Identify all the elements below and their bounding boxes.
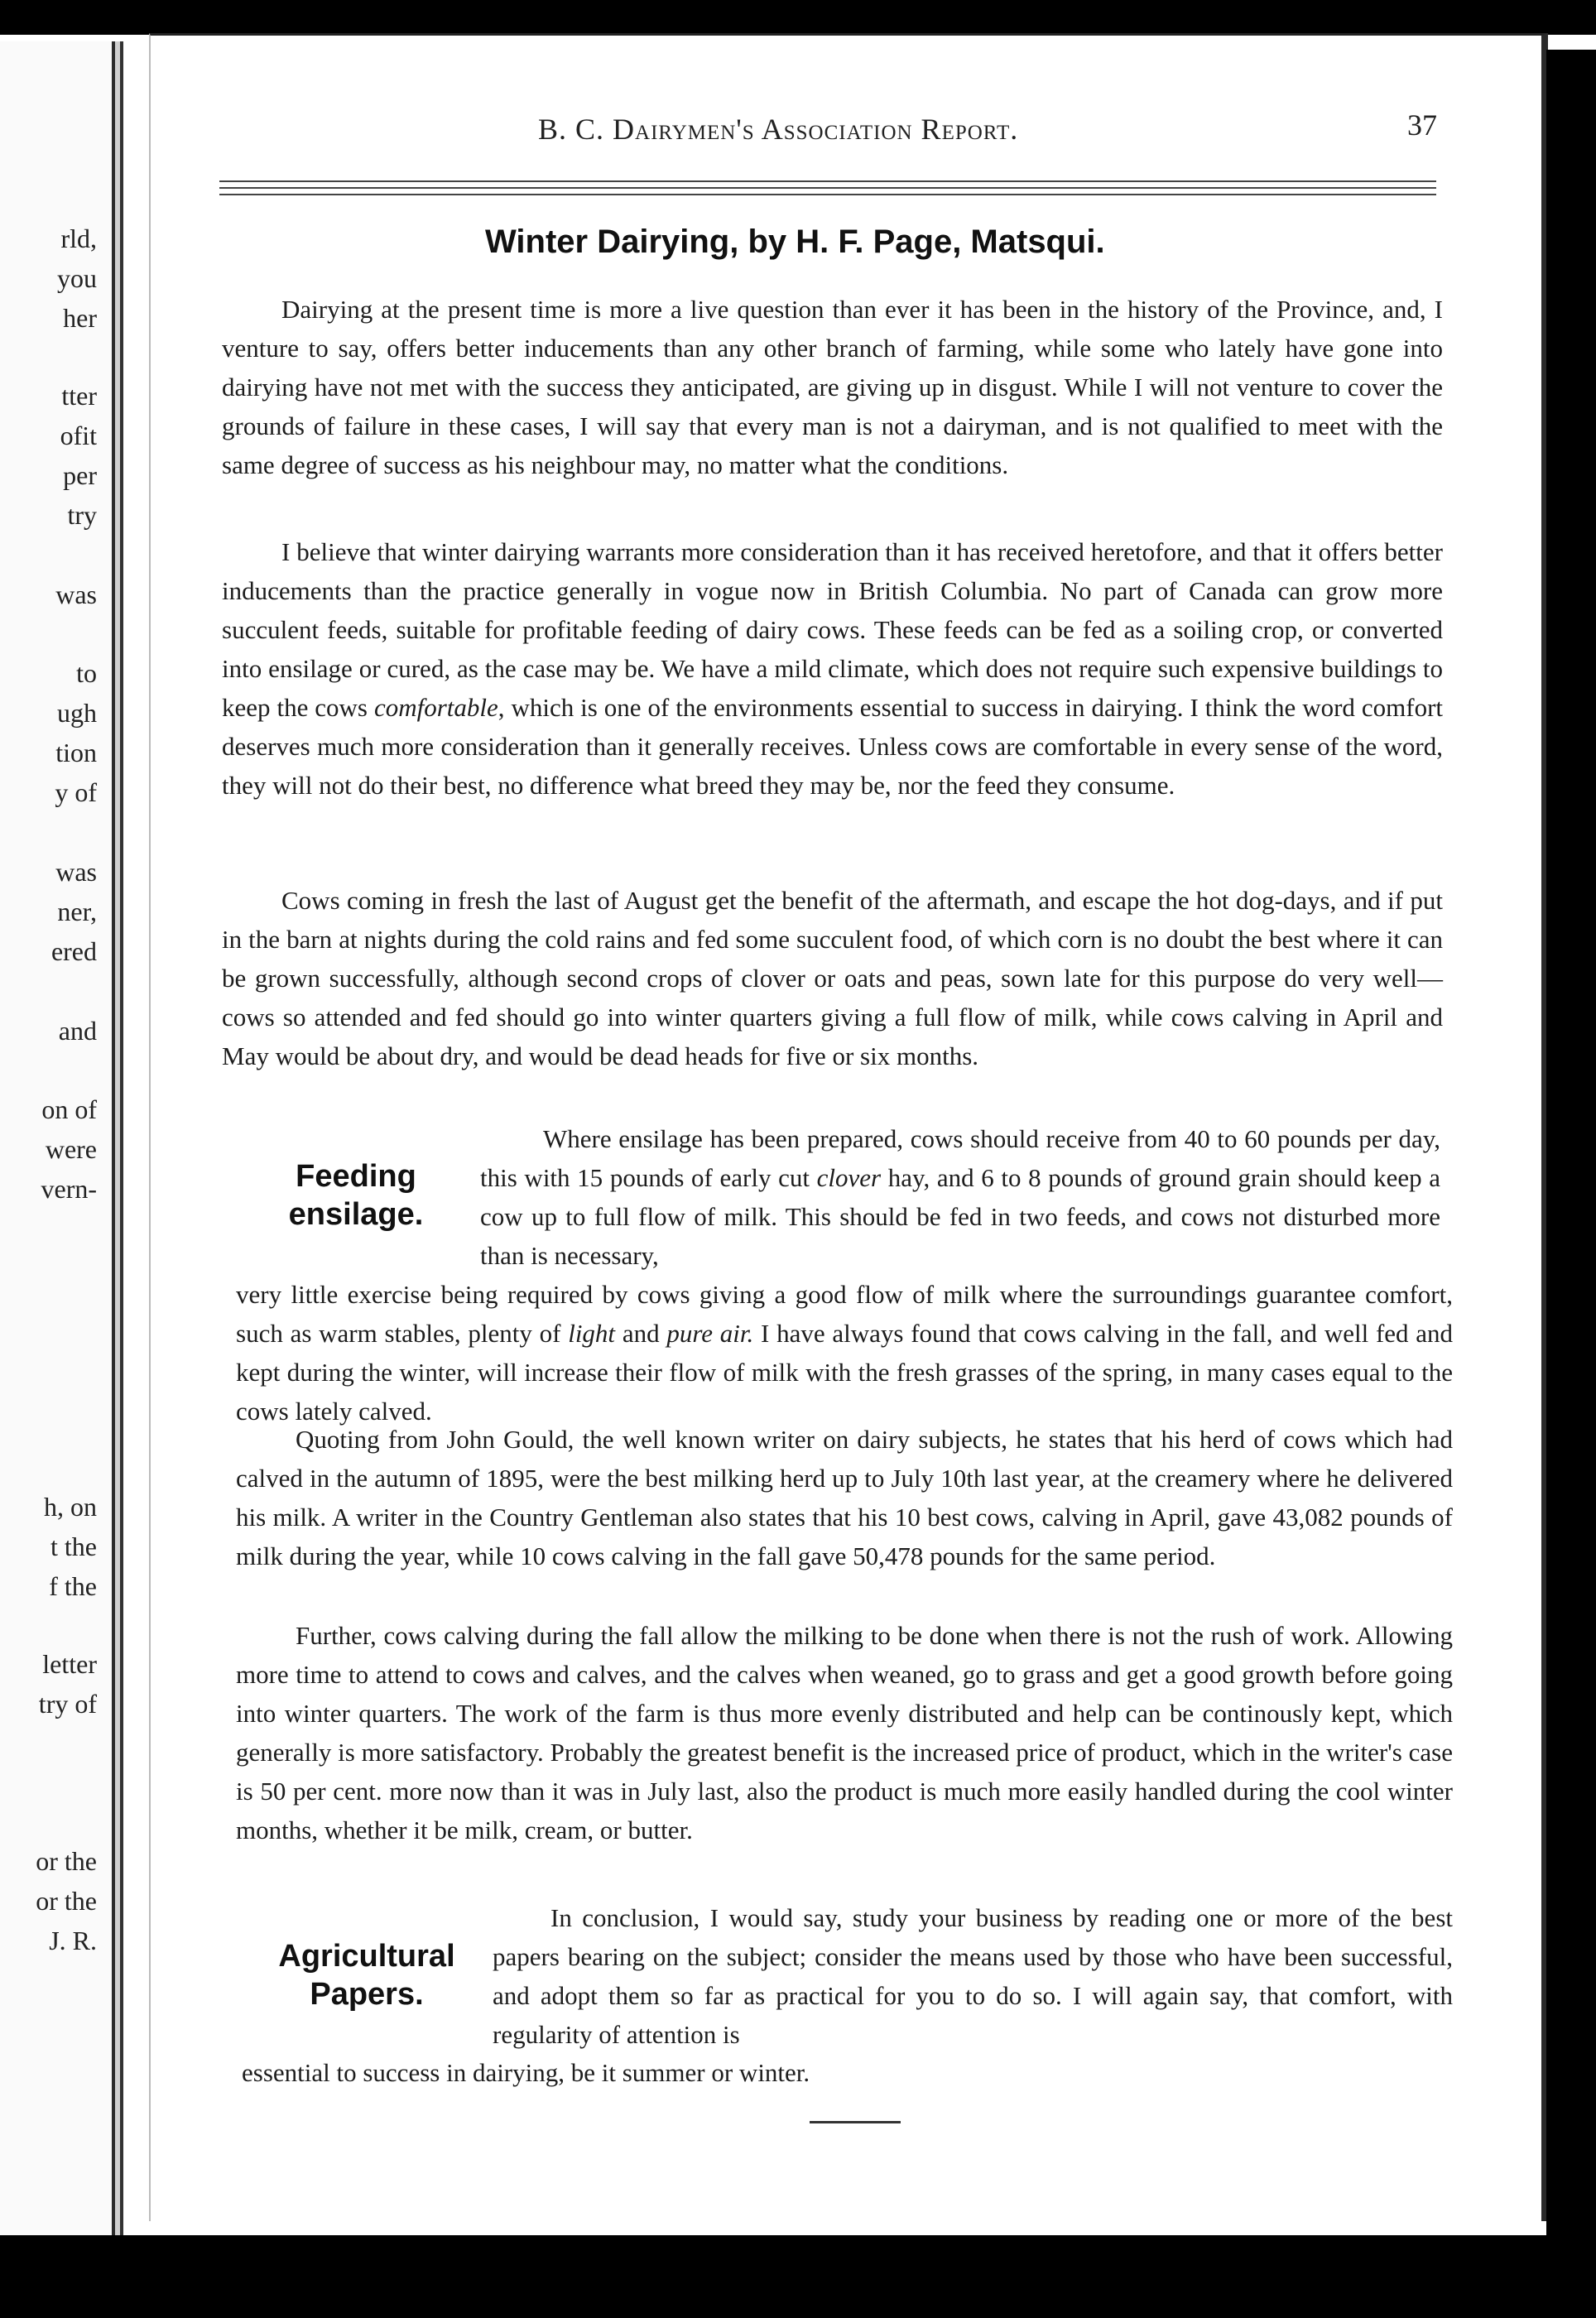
paragraph-beside-heading [480, 1119, 1440, 1275]
paragraph-text: hay, and 6 to 8 pounds of ground grain should keep a cow up to full flow of milk. This should be fed in two feeds, and cows not disturbed more than is necessary, [480, 1163, 1440, 1270]
facing-page-fragment: h, on [44, 1492, 97, 1522]
scan-top-edge [0, 0, 1596, 35]
facing-page-fragment: tion [55, 738, 97, 767]
header-rule [219, 187, 1436, 189]
paragraph-text: very little exercise being required by cows giving a good flow of milk where the surroundings guarantee comfort, such as warm stables, plenty of [236, 1280, 1453, 1348]
facing-page-fragment: vern- [41, 1174, 97, 1204]
facing-page-fragment: ugh [57, 698, 97, 728]
facing-page-fragment: try of [38, 1689, 97, 1719]
facing-page-fragment: ner, [57, 897, 97, 926]
facing-page-fragment: her [63, 303, 97, 333]
side-heading-line: ensilage. [288, 1197, 424, 1232]
header-rule [219, 180, 1436, 182]
paragraph-text: Where ensilage has been prepared, cows should receive from 40 to 60 pounds per day, this with 15 pounds of early cut [480, 1124, 1440, 1192]
facing-page-fragment: was [55, 857, 97, 887]
side-heading-feeding [273, 1157, 439, 1234]
facing-page-edge [0, 41, 115, 2235]
facing-page-fragment: you [57, 263, 97, 293]
paragraph-continuation [236, 1275, 1453, 1431]
paragraph: Dairying at the present time is more a live question than ever it has been in the history of the Province, and, I venture to say, offers better inducements than any other branch of farming, while some who lately have gone into dairying have not met with the success they anticipated, are giving up in disgust. While I will not venture to cover the grounds of failure in these cases, I will say that every man is not a dairyman, and is not qualified to meet with the same degree of success as his neighbour may, no matter what the conditions. [222, 295, 1443, 479]
paragraph: Quoting from John Gould, the well known writer on dairy subjects, he states that his herd of cows which had calved in the autumn of 1895, were the best milking herd up to July 10th last year, at the creamery where he delivered his milk. A writer in the Country Gentleman also states that his 10 best cows, calving in April, gave 43,082 pounds of milk during the year, while 10 cows calving in the fall gave 50,478 pounds for the same period. [236, 1425, 1453, 1570]
facing-page-fragment: were [45, 1134, 97, 1164]
paragraph-text: I believe that winter dairying warrants more consideration than it has received heretofore, and that it offers better inducements than the practice generally in vogue now in British Columbia. No part of Canada can grow more succulent feeds, suitable for profitable feeding of dairy cows. These feeds can be fed as a soiling crop, or converted into ensilage or cured, as the case may be. We have a mild climate, which does not require such expensive buildings to keep the cows [222, 537, 1443, 722]
emphasis: light [568, 1319, 616, 1348]
emphasis: comfortable [373, 693, 498, 722]
closing-rule [810, 2121, 901, 2123]
running-head: B. C. Dairymen's Association Report. [538, 113, 1019, 146]
facing-page-fragment: ered [50, 936, 97, 966]
paragraph-continuation: essential to success in dairying, be it summer or winter. [242, 2058, 810, 2087]
facing-page-fragment: to [76, 658, 97, 688]
paragraph [222, 532, 1443, 805]
article-title: Winter Dairying, by H. F. Page, Matsqui. [485, 224, 1105, 260]
facing-page-fragment: per [63, 460, 97, 490]
facing-page-fragment: on of [41, 1094, 97, 1124]
page-number: 37 [1407, 108, 1437, 142]
paragraph: Further, cows calving during the fall allow the milking to be done when there is not the rush of work. Allowing more time to attend to cows and calves, and the calves when weaned, go to grass and get a good growth before going into winter quarters. The work of the farm is thus more evenly distributed and help can be continously kept, which generally is more satisfactory. Probably the greatest benefit is the increased price of product, which in the writer's case is 50 per cent. more now than it was in July last, also the product is much more easily handled during the cool winter months, whether it be milk, cream, or butter. [236, 1621, 1453, 1844]
facing-page-fragment: was [55, 580, 97, 609]
side-heading-papers [263, 1937, 470, 2013]
side-heading-line: Papers. [310, 1977, 424, 2012]
facing-page-fragment: and [58, 1016, 97, 1046]
paragraph-beside-heading: In conclusion, I would say, study your business by reading one or more of the best papers bearing on the subject; consider the means used by those who have been successful, and adopt them so far as practical for you to do so. I will again say, that comfort, with regularity of attention is [493, 1903, 1453, 2049]
paragraph-text: , which is one of the environments essential to success in dairying. I think the word comfort deserves much more consideration than it generally receives. Unless cows are comfortable in every sense of the word, they will not do their best, no difference what breed they may be, nor the feed they consume. [222, 693, 1444, 800]
facing-page-fragment: or the [36, 1886, 97, 1916]
paragraph-text: I have always found that cows calving in the fall, and well fed and kept during the winter, will increase their flow of milk with the fresh grasses of the spring, in many cases equal to the cows lately calved. [236, 1319, 1454, 1426]
side-heading-line: Agricultural [278, 1939, 455, 1974]
facing-page-fragment: f the [49, 1571, 97, 1601]
facing-page-fragment: t the [50, 1532, 97, 1561]
facing-page-fragment: y of [55, 777, 97, 807]
emphasis: pure air. [666, 1319, 754, 1348]
facing-page-fragment: rld, [60, 224, 97, 253]
facing-page-fragment: ofit [60, 421, 97, 450]
facing-page-fragment: tter [61, 381, 97, 411]
scan-right-edge [1546, 50, 1596, 2318]
side-heading-line: Feeding [296, 1159, 416, 1194]
header-rule [219, 194, 1436, 195]
facing-page-fragment: letter [42, 1649, 97, 1679]
facing-page-fragment: try [67, 500, 97, 530]
paragraph: Cows coming in fresh the last of August get the benefit of the aftermath, and escape the hot dog-days, and if put in the barn at nights during the cold rains and fed some succulent food, of which corn is no doubt the best where it can be grown successfully, although second crops of clover or oats and peas, sown late for this purpose do very well—cows so attended and fed should go into winter quarters giving a full flow of milk, while cows calving in April and May would be about dry, and would be dead heads for five or six months. [222, 886, 1443, 1070]
emphasis: clover [816, 1163, 882, 1192]
scan-bottom-edge [0, 2235, 1596, 2318]
facing-page-fragment: J. R. [49, 1926, 97, 1955]
facing-page-fragment: or the [36, 1846, 97, 1876]
paragraph-text: and [622, 1319, 660, 1348]
